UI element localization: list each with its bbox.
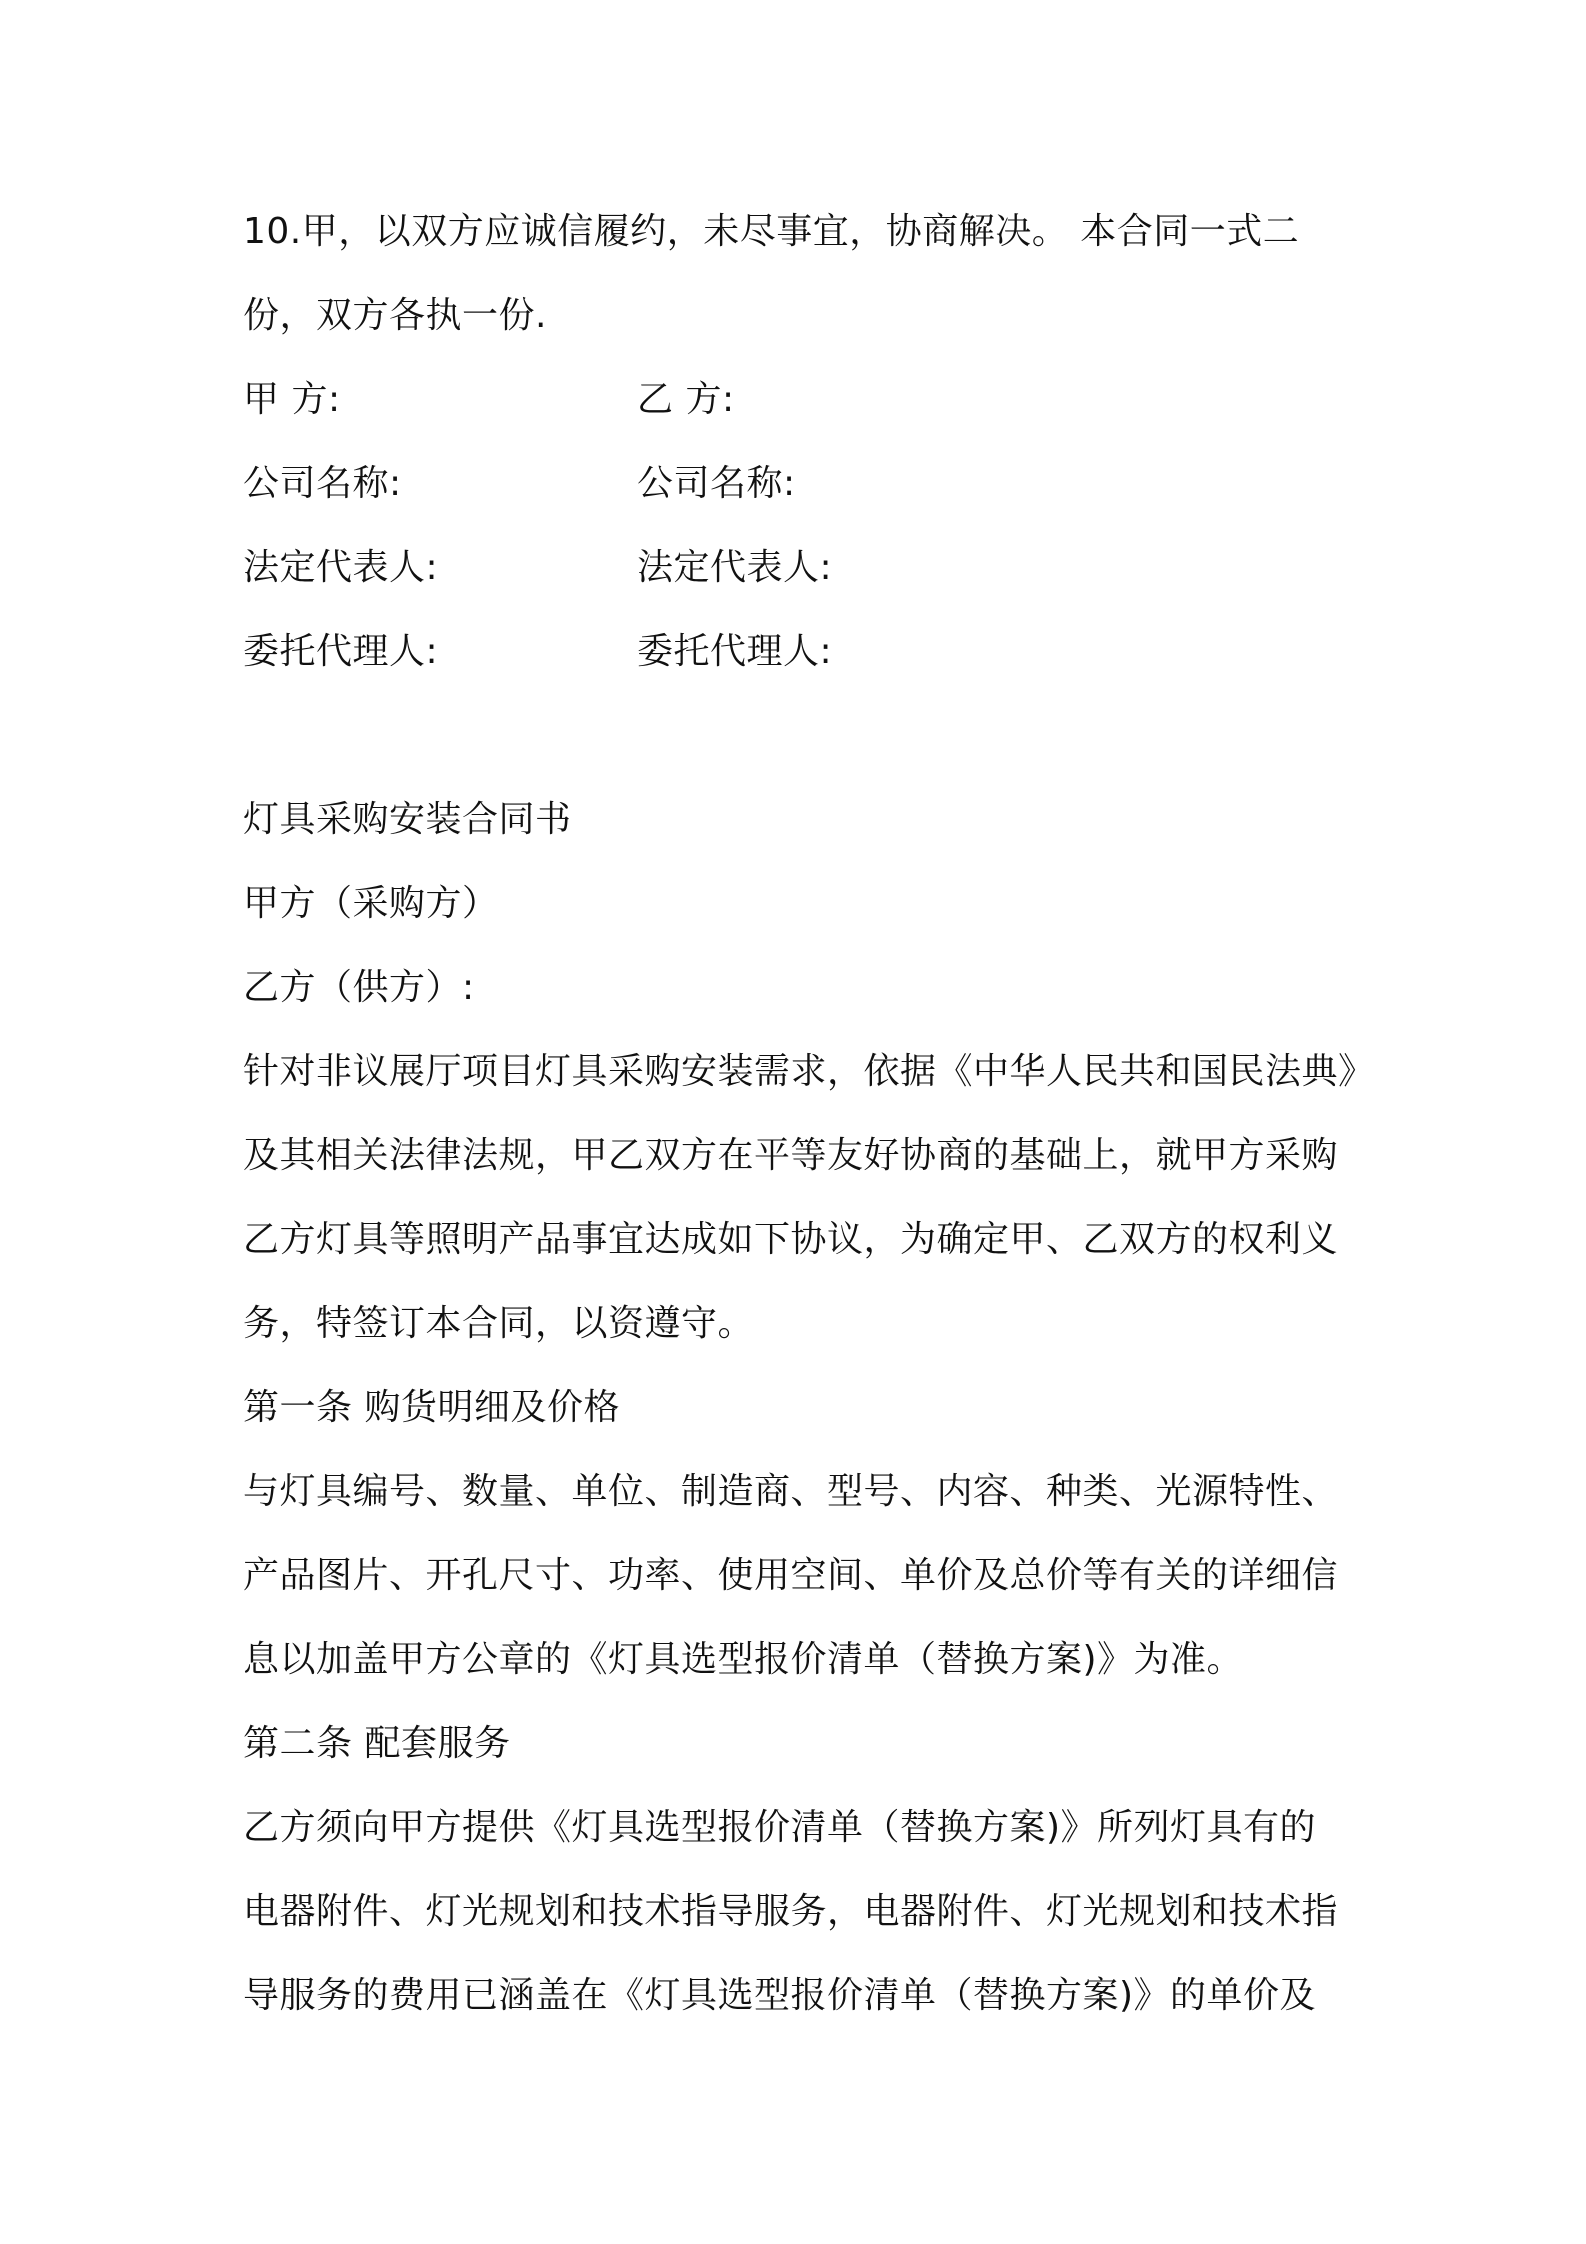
clause10-line1: 10.甲，以双方应诚信履约，未尽事宜，协商解决。 本合同一式二 [243, 211, 1300, 252]
agent-a-label: 委托代理人: [243, 631, 439, 672]
agent-b-label: 委托代理人: [637, 631, 833, 672]
intro-paragraph-line: 务，特签订本合同，以资遵守。 [243, 1303, 755, 1344]
article2-body-line: 电器附件、灯光规划和技术指导服务，电器附件、灯光规划和技术指 [243, 1891, 1339, 1932]
contract-title: 灯具采购安装合同书 [243, 799, 572, 840]
intro-paragraph-line: 及其相关法律法规，甲乙双方在平等友好协商的基础上，就甲方采购 [243, 1135, 1339, 1176]
legal-rep-a-label: 法定代表人: [243, 547, 439, 588]
intro-paragraph-line: 针对非议展厅项目灯具采购安装需求，依据《中华人民共和国民法典》 [243, 1051, 1375, 1092]
article1-heading: 第一条 购货明细及价格 [243, 1387, 620, 1428]
party-a-purchaser: 甲方（采购方） [243, 883, 499, 924]
company-name-b-label: 公司名称: [637, 463, 796, 504]
legal-rep-b-label: 法定代表人: [637, 547, 833, 588]
party-b-supplier: 乙方（供方）: [243, 967, 475, 1008]
article2-heading: 第二条 配套服务 [243, 1723, 511, 1764]
intro-paragraph-line: 乙方灯具等照明产品事宜达成如下协议，为确定甲、乙双方的权利义 [243, 1219, 1339, 1260]
party-b-label: 乙 方: [637, 379, 735, 420]
party-a-label: 甲 方: [243, 379, 341, 420]
clause10-line2: 份，双方各执一份. [243, 295, 547, 336]
article2-body-line: 导服务的费用已涵盖在《灯具选型报价清单（替换方案)》的单价及 [243, 1975, 1317, 2016]
article1-body-line: 与灯具编号、数量、单位、制造商、型号、内容、种类、光源特性、 [243, 1471, 1339, 1512]
article1-body-line: 息以加盖甲方公章的《灯具选型报价清单（替换方案)》为准。 [243, 1639, 1244, 1680]
company-name-a-label: 公司名称: [243, 463, 402, 504]
article1-body-line: 产品图片、开孔尺寸、功率、使用空间、单价及总价等有关的详细信 [243, 1555, 1339, 1596]
article2-body-line: 乙方须向甲方提供《灯具选型报价清单（替换方案)》所列灯具有的 [243, 1807, 1317, 1848]
